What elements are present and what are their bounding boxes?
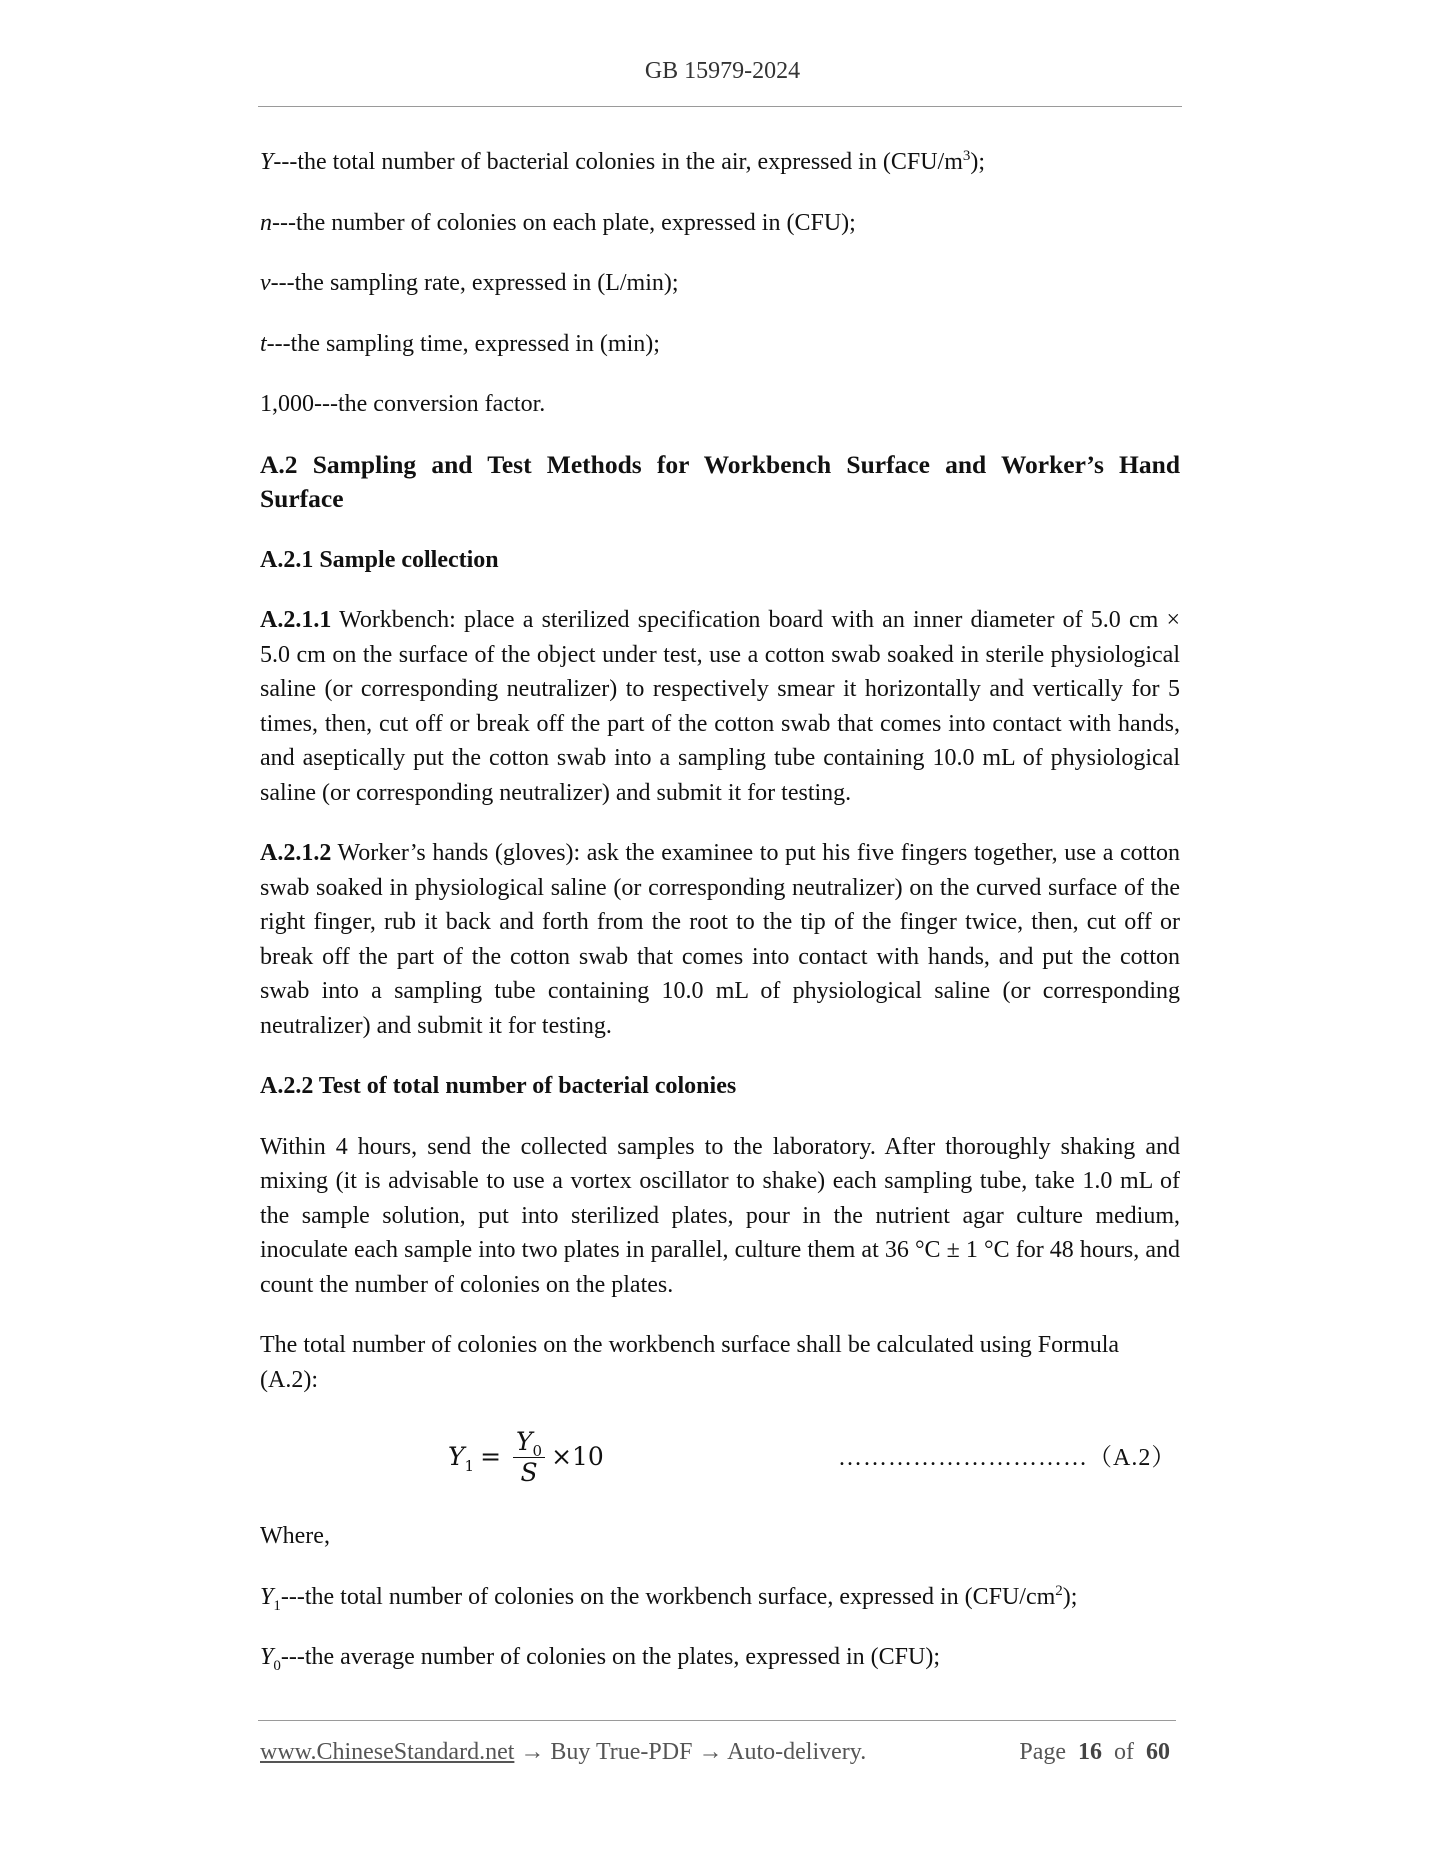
page-number: Page 16 of 60 [1019,1739,1170,1765]
footer-rule [258,1720,1176,1721]
section-heading-a22: A.2.2 Test of total number of bacterial colonies [260,1073,737,1099]
site-link[interactable]: www.ChineseStandard.net [260,1739,515,1765]
definition-n: n---the number of colonies on each plate, expressed in (CFU); [260,209,856,236]
paragraph-a212: A.2.1.2 Worker’s hands (gloves): ask the examinee to put his five fingers together, use a cotton swab soaked in physiological saline (or corresponding neutralizer) on the curved surface of the right finger, rub it back and forth from the root to the tip of the finger twice, then, cut off or break off the part of the cotton swab that comes into contact with hands, and put the cotton swab into a sampling tube containing 10.0 mL of physiological saline (or corresponding neutralizer) and submit it for testing. [260,840,1180,1039]
section-heading-a21: A.2.1 Sample collection [260,546,499,573]
formula-label: （A.2） [1088,1445,1177,1471]
section-heading-a2: A.2 Sampling and Test Methods for Workbench Surface and Worker’s Hand Surface [260,449,1180,513]
header-rule [258,106,1182,107]
delivery-text: Auto-delivery. [727,1739,867,1765]
definition-t: t---the sampling time, expressed in (min); [260,330,660,357]
page-body [260,145,1180,1701]
formula-expression: $Y_1$ = $\frac{Y_0}{S}$ ×10 [448,1426,604,1487]
page-footer: www.ChineseStandard.net → Buy True-PDF → Auto-delivery. Page 16 of 60 [260,1739,1170,1765]
definition-conversion-factor: 1,000---the conversion factor. [260,391,546,417]
formula-a2 [260,1423,1180,1493]
formula-intro: The total number of colonies on the workbench surface shall be calculated using Formula (A.2): [260,1332,1120,1393]
paragraph-a22: Within 4 hours, send the collected samples to the laboratory. After thoroughly shaking and mixing (it is advisable to use a vortex oscillator to shake) each sampling tube, take 1.0 mL of the sample solution, put into sterilized plates, pour in the nutrient agar culture medium, inoculate each sample into two plates in parallel, culture them at 36 °C ± 1 °C for 48 hours, and count the number of colonies on the plates. [260,1133,1180,1298]
definition-y1: $Y_1--$-the total number of colonies on the workbench surface, expressed in $(CFU/cm^2)$; [260,1582,1078,1614]
document-id-header: GB 15979-2024 [644,58,801,84]
definition-y0: $Y_0--$-the average number of colonies on the plates, expressed in (CFU); [260,1644,940,1674]
definition-v: v---the sampling rate, expressed in (L/min); [260,270,679,296]
definition-y: Y---the total number of bacterial colonies in the air, expressed in $(CFU/m^3)$; [260,148,986,175]
paragraph-a211: A.2.1.1 Workbench: place a sterilized specification board with an inner diameter of 5.0 cm × 5.0 cm on the surface of the object under test, use a cotton swab soaked in sterile physiological saline (or corresponding neutralizer) to respectively smear it horizontally and vertically for 5 times, then, cut off or break off the part of the cotton swab that comes into contact with hands, and aseptically put the cotton swab into a sampling tube containing 10.0 mL of physiological saline (or corresponding neutralizer) and submit it for testing. [260,607,1180,806]
buy-link[interactable]: Buy True-PDF [550,1739,693,1765]
formula-leader: …………………………（A.2） [838,1445,1177,1471]
where-label: Where, [260,1523,330,1549]
formula-fraction: $\frac{Y_0}{S}$ [513,1428,545,1487]
